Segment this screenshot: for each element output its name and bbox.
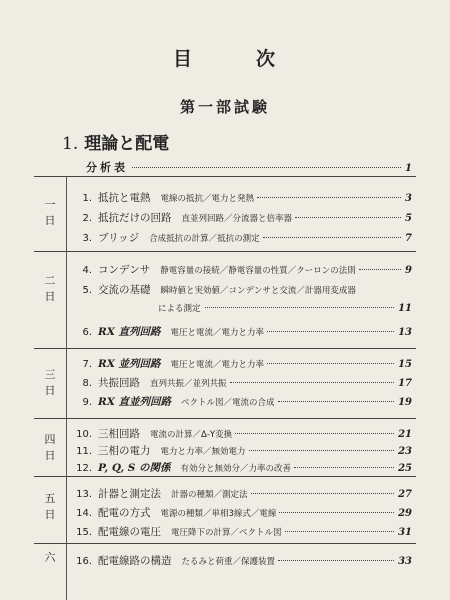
toc-entry[interactable]: 12. P, Q, S の関係 有効分と無効分／力率の改善 25 <box>76 462 412 474</box>
page-title <box>0 44 450 71</box>
analysis-entry[interactable] <box>86 159 412 175</box>
toc-entry-continuation: による測定 11 <box>158 303 412 314</box>
toc-entry[interactable]: 16. 配電線路の構造 たるみと荷重／保護装置 33 <box>76 555 412 567</box>
toc-entry[interactable]: 15. 配電線の電圧 電圧降下の計算／ベクトル図 31 <box>76 526 412 538</box>
toc-entry[interactable]: 8. 共振回路 直列共振／並列共振 17 <box>82 377 412 389</box>
day-column-divider <box>66 176 67 600</box>
toc-entry[interactable]: 6. RX 直列回路 電圧と電流／電力と力率 13 <box>82 326 412 338</box>
group-divider <box>34 418 416 419</box>
chapter-number: 1. <box>62 134 79 154</box>
part-heading: 第一部試験 <box>179 98 270 116</box>
day-label: 四日 <box>44 433 56 462</box>
group-divider <box>34 348 416 349</box>
group-divider <box>34 543 416 544</box>
group-divider <box>34 476 416 477</box>
analysis-label: 分析表 <box>86 161 128 174</box>
leader-dots <box>132 167 401 168</box>
toc-entry[interactable]: 1. 抵抗と電熱 電線の抵抗／電力と発熱 3 <box>82 192 412 204</box>
chapter-title: 理論と配電 <box>84 134 170 154</box>
chapter-heading <box>62 129 169 154</box>
toc-entry[interactable]: 10. 三相回路 電流の計算／Δ-Y変換 21 <box>76 428 412 440</box>
toc-entry[interactable]: 2. 抵抗だけの回路 直並列回路／分流器と倍率器 5 <box>82 212 412 224</box>
toc-entry[interactable]: 9. RX 直並列回路 ベクトル図／電流の合成 19 <box>82 396 412 408</box>
toc-entry[interactable]: 3. ブリッジ 合成抵抗の計算／抵抗の測定 7 <box>82 232 412 244</box>
toc-entry[interactable]: 5. 交流の基礎 瞬時値と実効値／コンデンサと交流／計器用変成器 <box>82 284 356 296</box>
day-label: 一日 <box>44 198 56 227</box>
day-label: 五日 <box>44 492 56 521</box>
toc-entry[interactable]: 7. RX 並列回路 電圧と電流／電力と力率 15 <box>82 358 412 370</box>
group-divider <box>34 251 416 252</box>
title-char-1: 目 <box>172 48 194 70</box>
toc-entry[interactable]: 4. コンデンサ 静電容量の接続／静電容量の性質／クーロンの法則 9 <box>82 264 412 276</box>
toc-entry[interactable]: 13. 計器と測定法 計器の種類／測定法 27 <box>76 488 412 500</box>
group-divider <box>34 176 416 177</box>
title-char-2: 次 <box>256 48 278 70</box>
toc-entry[interactable]: 14. 配電の方式 電源の種類／単相3線式／電線 29 <box>76 507 412 519</box>
day-label: 二日 <box>44 274 56 303</box>
day-label: 三日 <box>44 368 56 397</box>
toc-entry[interactable]: 11. 三相の電力 電力と力率／無効電力 23 <box>76 445 412 457</box>
analysis-page: 1 <box>405 163 412 174</box>
day-label: 六 <box>44 551 56 564</box>
